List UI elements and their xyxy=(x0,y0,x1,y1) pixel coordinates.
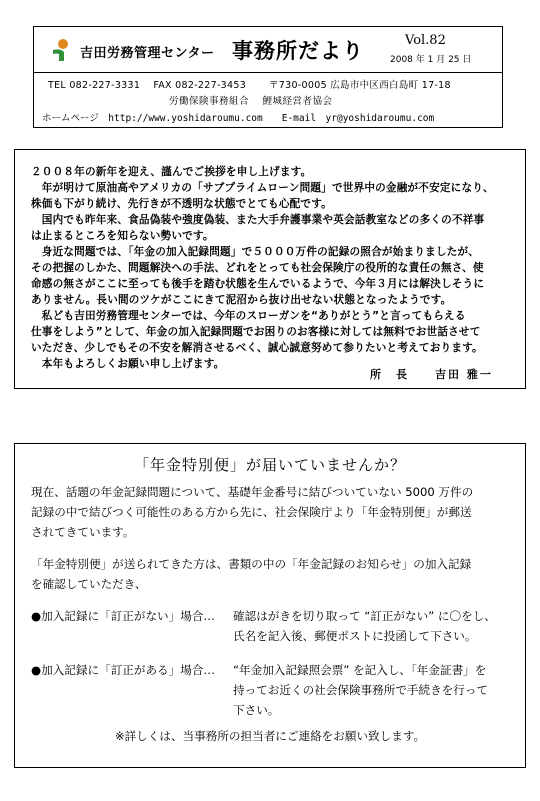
center-logo-icon xyxy=(50,38,72,62)
greeting-line: いただき、少しでもその不安を解消させるべく、誠心誠意努めて参りたいと考えております。 xyxy=(31,342,483,354)
greeting-line: ２００８年の新年を迎え、謹んでご挨拶を申し上げます。 xyxy=(31,166,312,178)
intro-line: 記録の中で結びつく可能性のある方から先に、社会保険庁より「年金特別便」が郵送 xyxy=(31,505,472,519)
signature: 所 長 吉田 雅一 xyxy=(370,368,493,381)
contact-line: TEL 082-227-3331 FAX 082-227-3453 〒730-0005 広島市中区西白島町 17-18 xyxy=(48,80,451,91)
volume-number: Vol.82 xyxy=(405,33,446,48)
intro-line: されてきています。 xyxy=(31,525,135,539)
center-name: 吉田労務管理センター xyxy=(80,46,215,61)
greeting-line: 命感の無さがここに至っても後手を踏む状態を生んでいるようで、今年３月には解決しそうに xyxy=(31,278,485,290)
greeting-line: 本年もよろしくお願い申し上げます。 xyxy=(31,358,225,370)
greeting-line: 私ども吉田労務管理センターでは、今年のスローガンを“ありがとう”と言ってもらえる xyxy=(31,310,466,322)
bullet-no-correction-head: ●加入記録に「訂正がない」場合… xyxy=(31,609,216,623)
greeting-line: 仕事をしよう”として、年金の加入記録問題でお困りのお客様に対しては無料でお世話させて xyxy=(31,326,481,338)
pension-notice-title: 「年金特別便」が届いていませんか？ xyxy=(133,456,406,474)
footer-note: ※詳しくは、当事務所の担当者にご連絡をお願い致します。 xyxy=(114,729,426,743)
header-title-row xyxy=(34,27,502,73)
web-contact-line[interactable]: ホームページ http://www.yoshidaroumu.com E-mail yr@yoshidaroumu.com xyxy=(42,113,435,124)
bullet-correction-line: “年金加入記録照会票” を記入し、「年金証書」を xyxy=(233,663,487,677)
association-line: 労働保険事務組合 鯉城経営者協会 xyxy=(169,96,333,107)
bullet-no-correction-line: 氏名を記入後、郵便ポストに投函して下さい。 xyxy=(233,629,477,643)
bullet-no-correction-line: 確認はがきを切り取って “訂正がない” に〇をし、 xyxy=(233,609,496,623)
check-line: を確認していただき、 xyxy=(31,577,147,591)
bullet-correction-line: 下さい。 xyxy=(233,703,280,717)
pension-notice-box xyxy=(14,443,526,768)
greeting-line: 国内でも昨年来、食品偽装や強度偽装、また大手弁護事業や英会話教室などの多くの不祥事 xyxy=(31,214,485,226)
newsletter-header xyxy=(33,26,503,128)
check-line: 「年金特別便」が送られてきた方は、書類の中の「年金記録のお知らせ」の加入記録 xyxy=(31,557,472,571)
bullet-correction-line: 持ってお近くの社会保険事務所で手続きを行って xyxy=(233,683,489,697)
newsletter-title: 事務所だより xyxy=(232,38,364,63)
greeting-line: 株価も下がり続け、先行きが不透明な状態でとても心配です。 xyxy=(31,198,332,210)
greeting-line: ありません。長い間のツケがここにきて泥沼から抜け出せない状態となったようです。 xyxy=(31,294,452,306)
issue-date: 2008 年 1 月 25 日 xyxy=(390,55,472,65)
greeting-line: 年が明けて原油高やアメリカの「サブプライムローン問題」で世界中の金融が不安定になり、 xyxy=(31,182,494,194)
bullet-correction-head: ●加入記録に「訂正がある」場合… xyxy=(31,663,216,677)
greeting-line: は止まるところを知らない勢いです。 xyxy=(31,230,214,242)
greeting-line: その把握のしかた、問題解決への手法、どれをとっても社会保険庁の役所的な責任の無さ、使 xyxy=(31,262,484,274)
header-contact-row xyxy=(34,72,502,129)
intro-line: 現在、話題の年金記録問題について、基礎年金番号に結びついていない 5000 万件の xyxy=(31,485,474,499)
new-year-greeting-box xyxy=(14,149,526,389)
greeting-line: 身近な問題では、「年金の加入記録問題」で５０００万件の記録の照合が始まりましたが、 xyxy=(31,246,480,258)
